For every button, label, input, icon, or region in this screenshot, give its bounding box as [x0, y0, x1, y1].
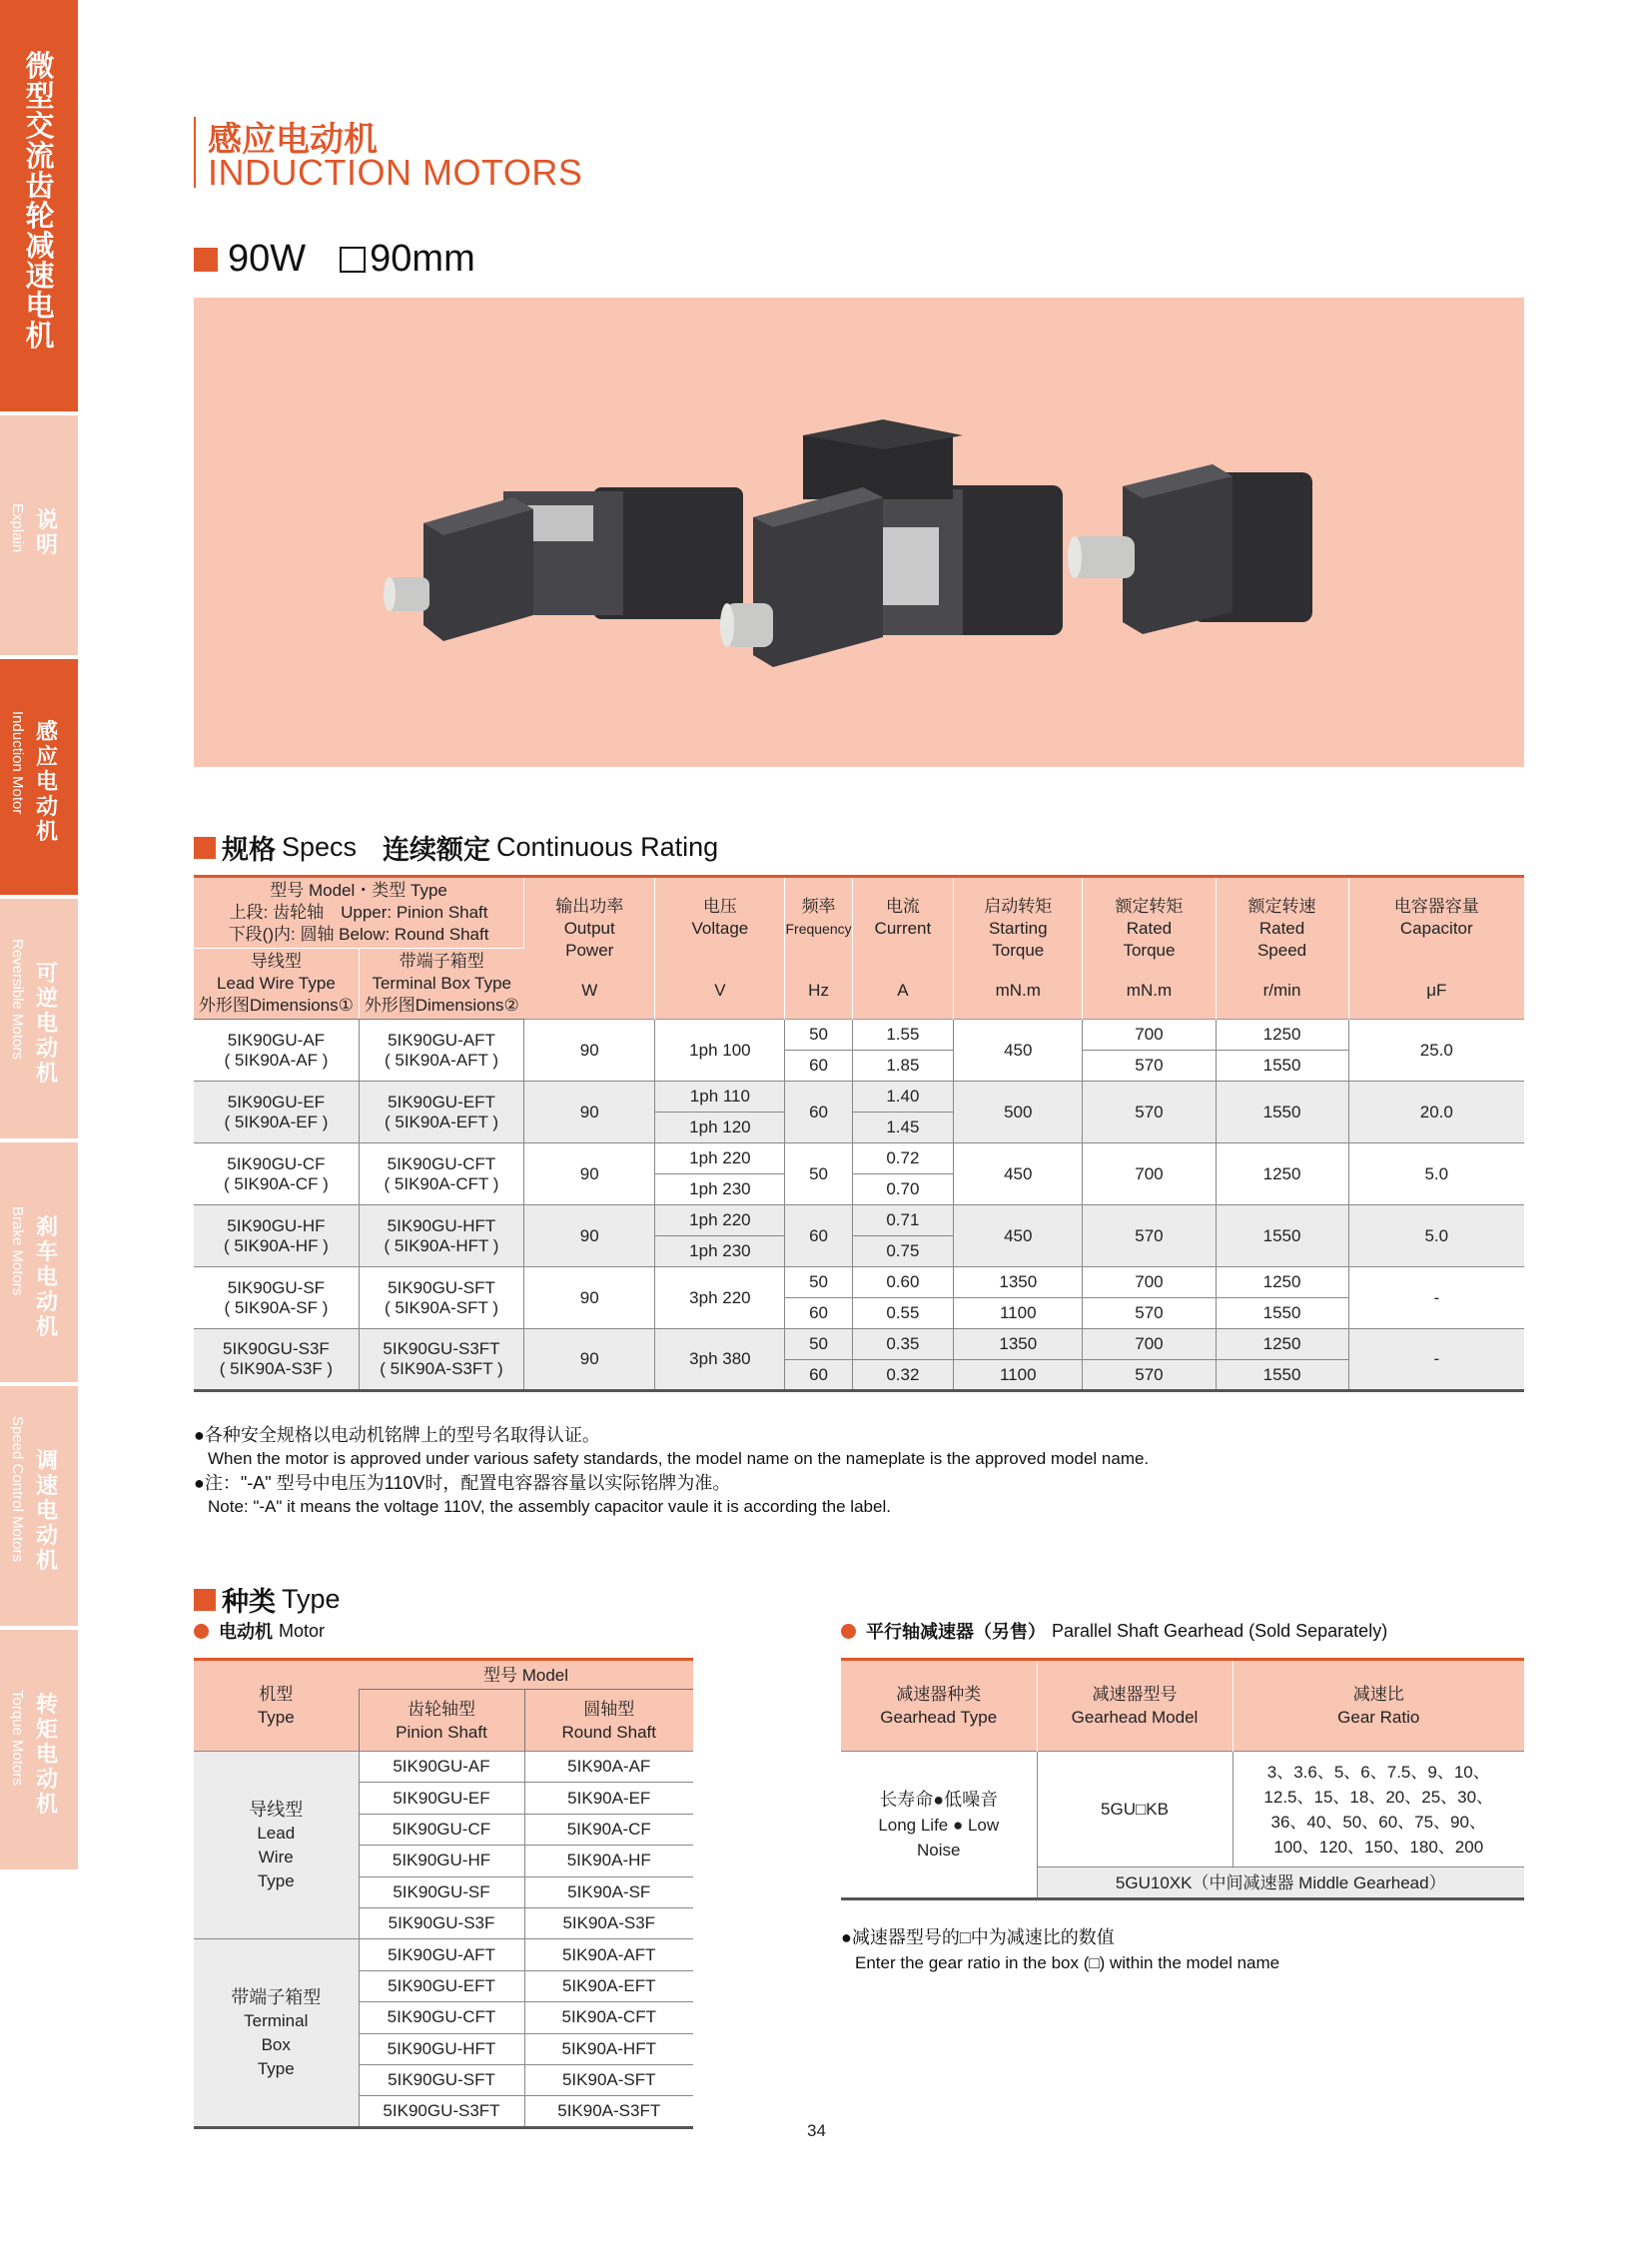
- specs-table: [194, 875, 1524, 1392]
- header-model: [194, 877, 524, 949]
- sidebar-tab-sub: Speed Control Motors: [9, 1416, 26, 1562]
- cell: 450: [954, 1143, 1083, 1205]
- model-text: ( 5IK90A-CF ): [223, 1173, 329, 1193]
- cell: 570: [1083, 1298, 1216, 1329]
- header-en: Speed: [1256, 940, 1307, 960]
- gearhead-subtitle-cn: 平行轴减速器（另售）: [866, 1622, 1046, 1642]
- cell: 20.0: [1348, 1082, 1524, 1143]
- model-text: ( 5IK90A-S3F ): [219, 1359, 334, 1378]
- product-photo-panel: [194, 298, 1524, 767]
- cell: 5.0: [1348, 1143, 1524, 1205]
- model-text: 5IK90GU-S3FT: [383, 1339, 500, 1358]
- cell: 570: [1083, 1360, 1216, 1391]
- model-text: 5IK90GU-AF: [227, 1030, 326, 1050]
- header-unit: r/min: [1262, 980, 1301, 1000]
- sidebar-tab-speed-control[interactable]: [0, 1386, 78, 1626]
- gearhead-type-cell: [841, 1752, 1037, 1899]
- table-row: [194, 1082, 1524, 1113]
- header-cn: 减速比: [1352, 1685, 1404, 1704]
- page-title-en: INDUCTION MOTORS: [208, 152, 583, 193]
- header-gearhead-type: [841, 1660, 1037, 1752]
- model-text: ( 5IK90A-S3FT ): [380, 1359, 503, 1378]
- round-model: 5IK90A-EFT: [524, 1970, 693, 2001]
- header-cn: 电容器容量: [1393, 896, 1479, 916]
- model-text: 5IK90GU-CF: [227, 1153, 326, 1173]
- terminal-model: [359, 1205, 523, 1267]
- cell: 1.55: [852, 1020, 954, 1051]
- ratio-line: 100、120、150、180、200: [1273, 1837, 1484, 1857]
- sidebar-tab-torque[interactable]: [0, 1630, 78, 1869]
- header-cn: 圆轴型: [583, 1699, 635, 1719]
- header-unit: V: [714, 980, 726, 1000]
- header-pinion: [359, 1690, 524, 1752]
- header-en: Capacitor: [1399, 918, 1473, 938]
- header-dim: 外形图Dimensions②: [364, 996, 519, 1015]
- pinion-model: 5IK90GU-S3FT: [359, 2096, 524, 2127]
- cell: 50: [785, 1143, 852, 1205]
- cell: 0.70: [852, 1174, 954, 1205]
- header-unit: μF: [1426, 980, 1447, 1000]
- model-text: ( 5IK90A-HF ): [223, 1235, 329, 1255]
- cell: 90: [524, 1020, 655, 1082]
- header-cn: 启动转矩: [984, 896, 1053, 916]
- cell: 60: [785, 1051, 852, 1082]
- header-frequency: [785, 877, 852, 1020]
- note-cn: ●减速器型号的□中为减速比的数值: [841, 1927, 1115, 1947]
- lead-model: [194, 1205, 359, 1267]
- model-text: ( 5IK90A-CFT ): [384, 1173, 499, 1193]
- ratio-line: 12.5、15、18、20、25、30、: [1263, 1787, 1494, 1807]
- pinion-model: 5IK90GU-HFT: [359, 2033, 524, 2064]
- sidebar-tab-title[interactable]: [0, 0, 78, 411]
- pinion-model: 5IK90GU-HF: [359, 1846, 524, 1876]
- lead-model: [194, 1267, 359, 1329]
- cell: 570: [1083, 1051, 1216, 1082]
- header-voltage: [655, 877, 785, 1020]
- model-text: ( 5IK90A-EF ): [224, 1112, 329, 1131]
- header-unit: mN.m: [1126, 980, 1173, 1000]
- header-terminal-box: [359, 949, 523, 1020]
- sidebar-tab-label: 转 矩 电 动 机: [35, 1692, 58, 1817]
- cell: 1100: [954, 1298, 1083, 1329]
- cell: 1ph 230: [655, 1236, 785, 1267]
- cell: 0.55: [852, 1298, 954, 1329]
- cell: 1ph 100: [655, 1020, 785, 1082]
- header-en: Lead Wire Type: [217, 974, 336, 993]
- header-en: Torque: [1123, 940, 1176, 960]
- cell: 0.32: [852, 1360, 954, 1391]
- cell: 50: [785, 1267, 852, 1298]
- cell: 50: [785, 1020, 852, 1051]
- terminal-model: [359, 1020, 523, 1082]
- pinion-model: 5IK90GU-EF: [359, 1783, 524, 1814]
- round-model: 5IK90A-SF: [524, 1876, 693, 1907]
- cell: 90: [524, 1143, 655, 1205]
- header-en: Voltage: [691, 918, 749, 938]
- header-unit: Hz: [808, 980, 829, 1000]
- lead-model: [194, 1082, 359, 1143]
- cell: -: [1348, 1329, 1524, 1391]
- motor-subtitle-cn: 电动机: [219, 1622, 273, 1642]
- gearhead-subtitle-en: Parallel Shaft Gearhead (Sold Separately): [1052, 1620, 1388, 1641]
- model-text: ( 5IK90A-EFT ): [384, 1112, 498, 1131]
- model-text: 5IK90GU-EF: [227, 1092, 326, 1112]
- header-en: Round Shaft: [561, 1722, 656, 1742]
- round-model: 5IK90A-CF: [524, 1814, 693, 1845]
- round-model: 5IK90A-S3F: [524, 1907, 693, 1938]
- group-en: Lead: [257, 1823, 296, 1843]
- motor-subtitle: [194, 1618, 325, 1644]
- type-en: Noise: [917, 1840, 961, 1860]
- pinion-model: 5IK90GU-AFT: [359, 1939, 524, 1970]
- header-capacitor: [1348, 877, 1524, 1020]
- header-cn: 带端子箱型: [399, 952, 484, 971]
- square-bullet-icon: [194, 837, 216, 859]
- sidebar-tab-reversible[interactable]: [0, 899, 78, 1138]
- table-row: [194, 1205, 1524, 1236]
- motor-photo: [194, 298, 1524, 767]
- sidebar-tab-label: 感 应 电 动 机: [35, 719, 58, 844]
- sidebar-tab-label: 调 速 电 动 机: [35, 1448, 58, 1573]
- cell: 0.75: [852, 1236, 954, 1267]
- header-en: Torque: [992, 940, 1045, 960]
- header-en: Gearhead Type: [880, 1708, 998, 1727]
- table-row: [194, 1939, 693, 1970]
- header-cn: 减速器种类: [896, 1685, 982, 1704]
- header-model: 型号 Model: [359, 1660, 693, 1690]
- header-cn: 减速器型号: [1092, 1685, 1178, 1704]
- cell: 1ph 110: [655, 1082, 785, 1113]
- rating-title-cn: 连续额定: [383, 835, 491, 865]
- square-bullet-icon: [194, 1589, 216, 1611]
- cell: 1ph 220: [655, 1205, 785, 1236]
- motor-type-table: [194, 1658, 693, 2129]
- cell: 1250: [1216, 1329, 1348, 1360]
- header-en: Pinion Shaft: [396, 1722, 487, 1742]
- cell: 1350: [954, 1329, 1083, 1360]
- round-model: 5IK90A-S3FT: [524, 2096, 693, 2127]
- type-cn: 长寿命●低噪音: [879, 1789, 999, 1810]
- round-model: 5IK90A-HFT: [524, 2033, 693, 2064]
- cell: 60: [785, 1298, 852, 1329]
- model-text: 5IK90GU-SF: [227, 1277, 326, 1297]
- cell: 3ph 220: [655, 1267, 785, 1329]
- table-row: [194, 1143, 1524, 1174]
- round-model: 5IK90A-HF: [524, 1846, 693, 1876]
- terminal-model: [359, 1143, 523, 1205]
- sidebar-tab-label: 微 型 交 流 齿 轮 减 速 电 机: [25, 51, 55, 353]
- power-rating: 90W: [228, 238, 307, 280]
- sidebar-tab-sub: Brake Motors: [9, 1206, 26, 1296]
- motor-image-lead-wire: [384, 487, 743, 641]
- header-gearhead-model: [1037, 1660, 1233, 1752]
- header-rated-speed: [1216, 877, 1348, 1020]
- type-title-cn: 种类: [222, 1587, 276, 1617]
- cell: 1100: [954, 1360, 1083, 1391]
- sidebar-tab-sub: Reversible Motors: [9, 939, 26, 1060]
- square-bullet-icon: [194, 248, 218, 272]
- group-en: Type: [257, 2058, 295, 2078]
- cell: 90: [524, 1267, 655, 1329]
- note-line: ●注："-A" 型号中电压为110V时，配置电容器容量以实际铭牌为准。: [194, 1473, 731, 1493]
- cell: 1550: [1216, 1298, 1348, 1329]
- header-cn: 机型: [259, 1685, 294, 1704]
- header-dim: 外形图Dimensions①: [198, 996, 354, 1015]
- round-model: 5IK90A-SFT: [524, 2064, 693, 2095]
- cell: 60: [785, 1360, 852, 1391]
- model-text: ( 5IK90A-AFT ): [384, 1050, 498, 1070]
- circle-bullet-icon: [194, 1624, 209, 1639]
- sidebar-tab-brake[interactable]: [0, 1142, 78, 1382]
- model-text: 5IK90GU-HFT: [387, 1215, 496, 1235]
- header-cn: 导线型: [250, 952, 302, 971]
- square-outline-icon: [340, 247, 366, 273]
- group-en: Box: [261, 2034, 291, 2054]
- cell: 1.40: [852, 1082, 954, 1113]
- pinion-model: 5IK90GU-EFT: [359, 1970, 524, 2001]
- header-en: Output: [563, 918, 615, 938]
- lead-model: [194, 1143, 359, 1205]
- header-en: Current: [874, 918, 932, 938]
- type-title-en: Type: [282, 1584, 341, 1614]
- group-cn: 导线型: [249, 1799, 304, 1820]
- sidebar-tab-sub: Explain: [9, 503, 26, 553]
- group-en: Wire: [258, 1847, 294, 1867]
- gearhead-model-cell: 5GU□KB: [1037, 1752, 1233, 1868]
- model-text: 5IK90GU-SFT: [388, 1277, 495, 1297]
- sidebar-tab-label: 刹 车 电 动 机: [35, 1214, 58, 1339]
- sidebar: [0, 0, 78, 2241]
- header-cn: 额定转速: [1247, 896, 1316, 916]
- table-header-row: [194, 1660, 693, 1690]
- header-unit: mN.m: [995, 980, 1041, 1000]
- header-cn: 电压: [702, 896, 737, 916]
- model-text: ( 5IK90A-SF ): [224, 1297, 329, 1317]
- motor-subtitle-en: Motor: [279, 1620, 326, 1641]
- pinion-model: 5IK90GU-AF: [359, 1752, 524, 1783]
- table-row: [194, 1020, 1524, 1051]
- gearhead-table: [841, 1658, 1524, 1900]
- sidebar-tab-label: 说 明: [35, 507, 58, 557]
- cell: 0.60: [852, 1267, 954, 1298]
- model-spec-title: [194, 238, 475, 281]
- header-cn: 额定转矩: [1115, 896, 1184, 916]
- header-lead-wire: [194, 949, 359, 1020]
- model-text: 5IK90GU-HF: [227, 1215, 326, 1235]
- group-lead-wire: [194, 1752, 359, 1939]
- motor-image-terminal-box: [720, 419, 1063, 667]
- cell: 700: [1083, 1143, 1216, 1205]
- ratio-line: 3、3.6、5、6、7.5、9、10、: [1266, 1762, 1490, 1782]
- cell: 1ph 230: [655, 1174, 785, 1205]
- specs-title-cn: 规格: [222, 835, 276, 865]
- cell: 1250: [1216, 1143, 1348, 1205]
- gearhead-note: [841, 1925, 1279, 1975]
- cell: 450: [954, 1205, 1083, 1267]
- header-accent-bar: [194, 117, 196, 188]
- header-round: [524, 1690, 693, 1752]
- note-en: Enter the gear ratio in the box (□) within the model name: [855, 1953, 1280, 1972]
- header-type: [194, 1660, 359, 1752]
- table-row: [194, 1752, 693, 1783]
- model-text: 5IK90GU-EFT: [388, 1092, 495, 1112]
- pinion-model: 5IK90GU-CFT: [359, 2002, 524, 2033]
- table-row: [194, 1267, 1524, 1298]
- pinion-model: 5IK90GU-SF: [359, 1876, 524, 1907]
- ratio-line: 36、40、50、60、75、90、: [1270, 1812, 1486, 1832]
- cell: 0.35: [852, 1329, 954, 1360]
- note-line: ●各种安全规格以电动机铭牌上的型号名取得认证。: [194, 1425, 600, 1445]
- cell: 60: [785, 1205, 852, 1267]
- gear-ratio-cell: [1233, 1752, 1524, 1868]
- model-text: 5IK90GU-S3F: [223, 1339, 330, 1358]
- header-gear-ratio: [1233, 1660, 1524, 1752]
- frame-size: 90mm: [370, 238, 475, 280]
- cell: 0.71: [852, 1205, 954, 1236]
- header-en: Gear Ratio: [1337, 1708, 1420, 1727]
- round-model: 5IK90A-AFT: [524, 1939, 693, 1970]
- cell: 1ph 120: [655, 1113, 785, 1143]
- header-output: [524, 877, 655, 1020]
- table-row: [841, 1752, 1524, 1868]
- model-text: ( 5IK90A-HFT ): [384, 1235, 499, 1255]
- motor-image-gearhead: [1068, 464, 1312, 634]
- type-en: Long Life ● Low: [878, 1815, 1000, 1835]
- cell: 60: [785, 1082, 852, 1143]
- cell: 1550: [1216, 1051, 1348, 1082]
- cell: 25.0: [1348, 1020, 1524, 1082]
- cell: 90: [524, 1082, 655, 1143]
- group-terminal-box: [194, 1939, 359, 2127]
- sidebar-tab-label: 可 逆 电 动 机: [35, 961, 58, 1086]
- header-unit: W: [581, 980, 598, 1000]
- header-cn: 电流: [885, 896, 920, 916]
- cell: 0.72: [852, 1143, 954, 1174]
- middle-gearhead-cell: 5GU10XK（中间减速器 Middle Gearhead）: [1037, 1868, 1524, 1899]
- terminal-model: [359, 1267, 523, 1329]
- sidebar-tab-induction[interactable]: [0, 659, 78, 895]
- table-row: [194, 1329, 1524, 1360]
- cell: 90: [524, 1205, 655, 1267]
- model-text: ( 5IK90A-SFT ): [384, 1297, 498, 1317]
- cell: -: [1348, 1267, 1524, 1329]
- cell: 50: [785, 1329, 852, 1360]
- group-en: Terminal: [244, 2010, 309, 2030]
- header-en: Gearhead Model: [1071, 1708, 1199, 1727]
- cell: 570: [1083, 1205, 1216, 1267]
- round-model: 5IK90A-AF: [524, 1752, 693, 1783]
- model-text: 5IK90GU-CFT: [387, 1153, 496, 1173]
- rating-title-en: Continuous Rating: [496, 832, 719, 862]
- page-number: 34: [807, 2121, 826, 2140]
- header-unit: A: [897, 980, 909, 1000]
- note-line: Note: "-A" it means the voltage 110V, the assembly capacitor vaule it is according the label.: [208, 1497, 891, 1516]
- header-model-line2: 上段: 齿轮轴 Upper: Pinion Shaft: [229, 903, 488, 922]
- group-en: Type: [257, 1870, 295, 1890]
- cell: 5.0: [1348, 1205, 1524, 1267]
- cell: 1550: [1216, 1082, 1348, 1143]
- header-en: Frequency: [785, 920, 852, 937]
- cell: 1550: [1216, 1205, 1348, 1267]
- cell: 700: [1083, 1329, 1216, 1360]
- terminal-model: [359, 1329, 523, 1391]
- pinion-model: 5IK90GU-CF: [359, 1814, 524, 1845]
- round-model: 5IK90A-EF: [524, 1783, 693, 1814]
- cell: 3ph 380: [655, 1329, 785, 1391]
- cell: 500: [954, 1082, 1083, 1143]
- header-model-line3: 下段()内: 圆轴 Below: Round Shaft: [228, 925, 489, 944]
- note-line: When the motor is approved under various safety standards, the model name on the nameplate is the approved model name.: [208, 1449, 1150, 1468]
- lead-model: [194, 1020, 359, 1082]
- pinion-model: 5IK90GU-S3F: [359, 1907, 524, 1938]
- cell: 700: [1083, 1267, 1216, 1298]
- model-text: ( 5IK90A-AF ): [224, 1050, 329, 1070]
- header-en: Type: [257, 1708, 295, 1727]
- header-rated-torque: [1083, 877, 1216, 1020]
- table-header-row: [841, 1660, 1524, 1752]
- spec-notes: [194, 1423, 1149, 1519]
- header-en: Terminal Box Type: [372, 974, 511, 993]
- spec-header-row: [194, 877, 1524, 949]
- cell: 1.85: [852, 1051, 954, 1082]
- sidebar-tab-sub: Torque Motors: [9, 1690, 26, 1786]
- circle-bullet-icon: [841, 1624, 856, 1639]
- header-en: Starting: [988, 918, 1048, 938]
- cell: 1ph 220: [655, 1143, 785, 1174]
- round-model: 5IK90A-CFT: [524, 2002, 693, 2033]
- header-en: Rated: [1126, 918, 1173, 938]
- header-starting-torque: [954, 877, 1083, 1020]
- model-text: 5IK90GU-AFT: [388, 1030, 495, 1050]
- cell: 1250: [1216, 1020, 1348, 1051]
- header-cn: 输出功率: [555, 896, 624, 916]
- cell: 570: [1083, 1082, 1216, 1143]
- specs-section-title: [194, 828, 718, 867]
- header-en: Rated: [1258, 918, 1305, 938]
- terminal-model: [359, 1082, 523, 1143]
- header-en: Power: [565, 940, 614, 960]
- cell: 1.45: [852, 1113, 954, 1143]
- sidebar-tab-sub: Induction Motor: [9, 711, 26, 815]
- cell: 1250: [1216, 1267, 1348, 1298]
- cell: 1350: [954, 1267, 1083, 1298]
- page-title-cn: 感应电动机: [208, 121, 378, 159]
- pinion-model: 5IK90GU-SFT: [359, 2064, 524, 2095]
- header-model-line1: 型号 Model・类型 Type: [270, 881, 447, 900]
- lead-model: [194, 1329, 359, 1391]
- cell: 1550: [1216, 1360, 1348, 1391]
- type-section-title: [194, 1580, 341, 1619]
- header-cn: 齿轮轴型: [408, 1699, 475, 1719]
- gearhead-subtitle: [841, 1618, 1387, 1644]
- specs-title-en: Specs: [282, 832, 358, 862]
- sidebar-tab-explain[interactable]: [0, 415, 78, 655]
- group-cn: 带端子箱型: [231, 1986, 322, 2007]
- header-cn: 频率: [801, 896, 836, 916]
- header-current: [852, 877, 954, 1020]
- cell: 90: [524, 1329, 655, 1391]
- cell: 700: [1083, 1020, 1216, 1051]
- cell: 450: [954, 1020, 1083, 1082]
